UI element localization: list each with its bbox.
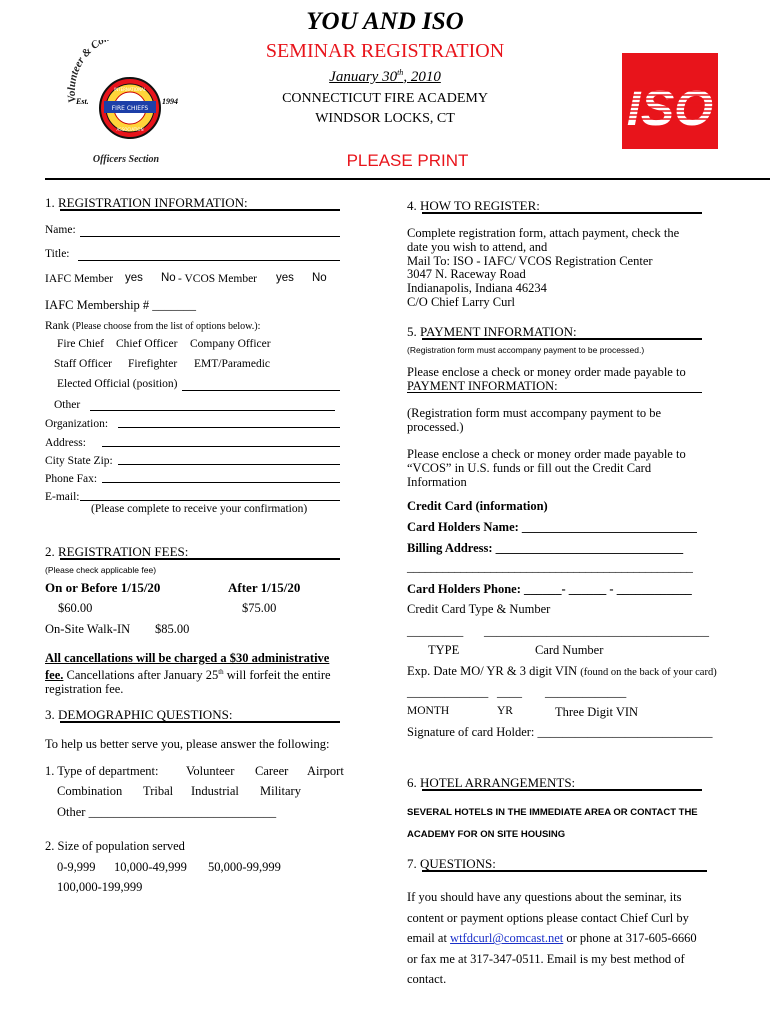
city-state-zip-label: City State Zip: — [45, 455, 113, 467]
card-holder-name-field[interactable]: Card Holders Name: ____________________________ — [407, 520, 697, 534]
venue-location: WINDSOR LOCKS, CT — [315, 111, 455, 126]
title-field[interactable] — [78, 260, 340, 261]
demographic-intro: To help us better serve you, please answer the following: — [45, 737, 330, 751]
iso-logo — [622, 53, 718, 149]
page-title: YOU AND ISO — [306, 8, 464, 35]
dept-industrial[interactable]: Industrial — [191, 784, 239, 798]
svg-text:1994: 1994 — [162, 97, 178, 106]
section-4-heading: 4. HOW TO REGISTER: — [407, 198, 540, 213]
payment-text-2: (Registration form must accompany payment to be processed.) — [407, 406, 662, 434]
fee-walkin-price[interactable]: $85.00 — [155, 622, 190, 636]
rank-firefighter[interactable]: Firefighter — [128, 358, 178, 370]
signature-field[interactable]: Signature of card Holder: ____________________________ — [407, 725, 713, 739]
section-2-rule — [60, 558, 340, 560]
questions-text: If you should have any questions about the seminar, its content or payment options please contact Chief Curl by email at wtfdcurl@comcast.net or phone at 317-605-6660 or fax me at 317-347-0511. Email is my best method of contact. — [407, 890, 697, 987]
dept-military[interactable]: Military — [260, 784, 301, 798]
card-holder-phone-field[interactable]: Card Holders Phone: ______- ______ - ____________ — [407, 582, 692, 596]
pop-option-2[interactable]: 10,000-49,999 — [114, 860, 187, 874]
section-4-rule — [422, 212, 702, 214]
volunteer-combination-logo — [58, 40, 193, 168]
population-question: 2. Size of population served — [45, 839, 185, 853]
organization-label: Organization: — [45, 418, 109, 430]
svg-text:ASSOCIATION: ASSOCIATION — [116, 127, 144, 132]
how-to-register-text: Complete registration form, attach payment, check the date you wish to attend, and Mail To: ISO - IAFC/ VCOS Registration Center 3047 N. Raceway Road Indianapolis, Indiana 46234 C/O Chief Larry Curl — [407, 226, 680, 309]
card-number-label: Card Number — [535, 643, 604, 657]
rank-staff-officer[interactable]: Staff Officer — [54, 358, 113, 370]
dept-type-question: 1. Type of department: — [45, 764, 159, 778]
header-divider — [45, 178, 770, 180]
section-7-rule — [422, 870, 707, 872]
cancellation-policy: All cancellations will be charged a $30 administrative fee. Cancellations after January 25th will forfeit the entire registration fee. — [45, 651, 331, 697]
payment-text-3: Please enclose a check or money order made payable to “VCOS” in U.S. funds or fill out the Credit Card Information — [407, 447, 686, 489]
svg-text:Est.: Est. — [76, 97, 89, 106]
hotel-text-1: SEVERAL HOTELS IN THE IMMEDIATE AREA OR CONTACT THE — [407, 807, 698, 818]
vin-label: Three Digit VIN — [555, 705, 639, 719]
iafc-yes-option[interactable]: yes — [125, 272, 143, 284]
iafc-membership-field[interactable]: IAFC Membership # _______ — [45, 298, 197, 312]
email-field[interactable] — [80, 500, 340, 501]
billing-address-field-2[interactable]: ________________________________________________ — [407, 560, 693, 574]
card-type-label: TYPE — [428, 643, 460, 657]
iafc-member-label: IAFC Member — [45, 273, 114, 285]
vcos-member-label: - VCOS Member — [178, 273, 258, 285]
email-note: (Please complete to receive your confirmation) — [91, 503, 308, 515]
name-field[interactable] — [80, 236, 340, 237]
dept-career[interactable]: Career — [255, 764, 289, 778]
month-label: MONTH — [407, 705, 450, 717]
iafc-no-option[interactable]: No — [161, 272, 176, 284]
card-type-field[interactable]: _________ — [407, 624, 464, 638]
rank-elected-official[interactable]: Elected Official (position) — [57, 378, 178, 390]
dept-volunteer[interactable]: Volunteer — [186, 764, 235, 778]
fee-walkin-label[interactable]: On-Site Walk-IN — [45, 622, 131, 636]
svg-text:ISO: ISO — [626, 80, 714, 136]
svg-text:Volunteer & Combination: Volunteer & Co — [65, 40, 107, 104]
section-6-rule — [422, 789, 702, 791]
billing-address-field[interactable]: Billing Address: ______________________________ — [407, 541, 684, 555]
title-label: Title: — [45, 248, 70, 260]
event-date: January 30th, 2010 — [329, 68, 441, 85]
svg-text:FIRE CHIEFS: FIRE CHIEFS — [111, 105, 149, 112]
rank-other[interactable]: Other — [54, 399, 81, 411]
please-print: PLEASE PRINT — [346, 151, 469, 170]
vcos-yes-option[interactable]: yes — [276, 272, 294, 284]
rank-chief-officer[interactable]: Chief Officer — [116, 338, 178, 350]
payment-note: (Registration form must accompany payment to be processed.) — [407, 345, 645, 355]
pop-option-3[interactable]: 50,000-99,999 — [208, 860, 281, 874]
rank-emt-paramedic[interactable]: EMT/Paramedic — [194, 358, 271, 370]
subtitle: SEMINAR REGISTRATION — [265, 40, 505, 62]
fee-after-label: After 1/15/20 — [228, 580, 301, 595]
exp-month-field[interactable]: _____________ — [407, 685, 489, 699]
phone-fax-field[interactable] — [102, 482, 340, 483]
name-label: Name: — [45, 224, 76, 236]
vin-field[interactable]: _____________ — [545, 685, 627, 699]
section-2-heading: 2. REGISTRATION FEES: — [45, 544, 189, 559]
pop-option-4[interactable]: 100,000-199,999 — [57, 880, 143, 894]
credit-card-title: Credit Card (information) — [407, 499, 548, 513]
rank-company-officer[interactable]: Company Officer — [190, 338, 271, 350]
payment-text-rule — [407, 392, 702, 393]
card-type-number-label: Credit Card Type & Number — [407, 602, 551, 616]
hotel-text-2: ACADEMY FOR ON SITE HOUSING — [407, 829, 566, 840]
card-number-field[interactable]: ____________________________________ — [484, 624, 709, 638]
vcos-no-option[interactable]: No — [312, 272, 327, 284]
section-3-rule — [60, 721, 340, 723]
svg-text:Officers Section: Officers Section — [92, 154, 160, 165]
exp-date-label: Exp. Date MO/ YR & 3 digit VIN (found on the back of your card) — [407, 664, 717, 678]
organization-field[interactable] — [118, 427, 340, 428]
pop-option-1[interactable]: 0-9,999 — [57, 860, 96, 874]
rank-other-field[interactable] — [90, 410, 335, 411]
section-5-rule — [422, 338, 702, 340]
dept-tribal[interactable]: Tribal — [143, 784, 174, 798]
email-label: E-mail: — [45, 491, 80, 503]
section-5-heading: 5. PAYMENT INFORMATION: — [407, 324, 577, 339]
fee-before-label: On or Before 1/15/20 — [45, 580, 161, 595]
dept-airport[interactable]: Airport — [307, 764, 344, 778]
venue: CONNECTICUT FIRE ACADEMY — [282, 91, 488, 106]
address-field[interactable] — [102, 446, 340, 447]
address-label: Address: — [45, 437, 86, 449]
contact-email-link[interactable]: wtfdcurl@comcast.net — [450, 931, 564, 946]
section-1-heading: 1. REGISTRATION INFORMATION: — [45, 195, 248, 210]
year-label: YR — [497, 705, 513, 717]
exp-year-field[interactable]: ____ — [497, 685, 522, 699]
dept-other[interactable]: Other ______________________________ — [57, 805, 277, 819]
rank-label: Rank (Please choose from the list of options below.): — [45, 320, 261, 332]
phone-fax-label: Phone Fax: — [45, 473, 98, 485]
section-3-heading: 3. DEMOGRAPHIC QUESTIONS: — [45, 707, 233, 722]
rank-fire-chief[interactable]: Fire Chief — [57, 338, 104, 350]
city-state-zip-field[interactable] — [118, 464, 340, 465]
dept-combination[interactable]: Combination — [57, 784, 123, 798]
fees-note: (Please check applicable fee) — [45, 565, 157, 575]
elected-position-field[interactable] — [182, 390, 340, 391]
svg-text:INTERNATIONAL: INTERNATIONAL — [113, 87, 147, 92]
payment-text-1: Please enclose a check or money order made payable to PAYMENT INFORMATION: — [407, 365, 686, 393]
fee-before-price[interactable]: $60.00 — [58, 601, 93, 615]
section-1-rule — [60, 209, 340, 211]
section-6-heading: 6. HOTEL ARRANGEMENTS: — [407, 775, 576, 790]
section-7-heading: 7. QUESTIONS: — [407, 856, 496, 871]
fee-after-price[interactable]: $75.00 — [242, 601, 277, 615]
